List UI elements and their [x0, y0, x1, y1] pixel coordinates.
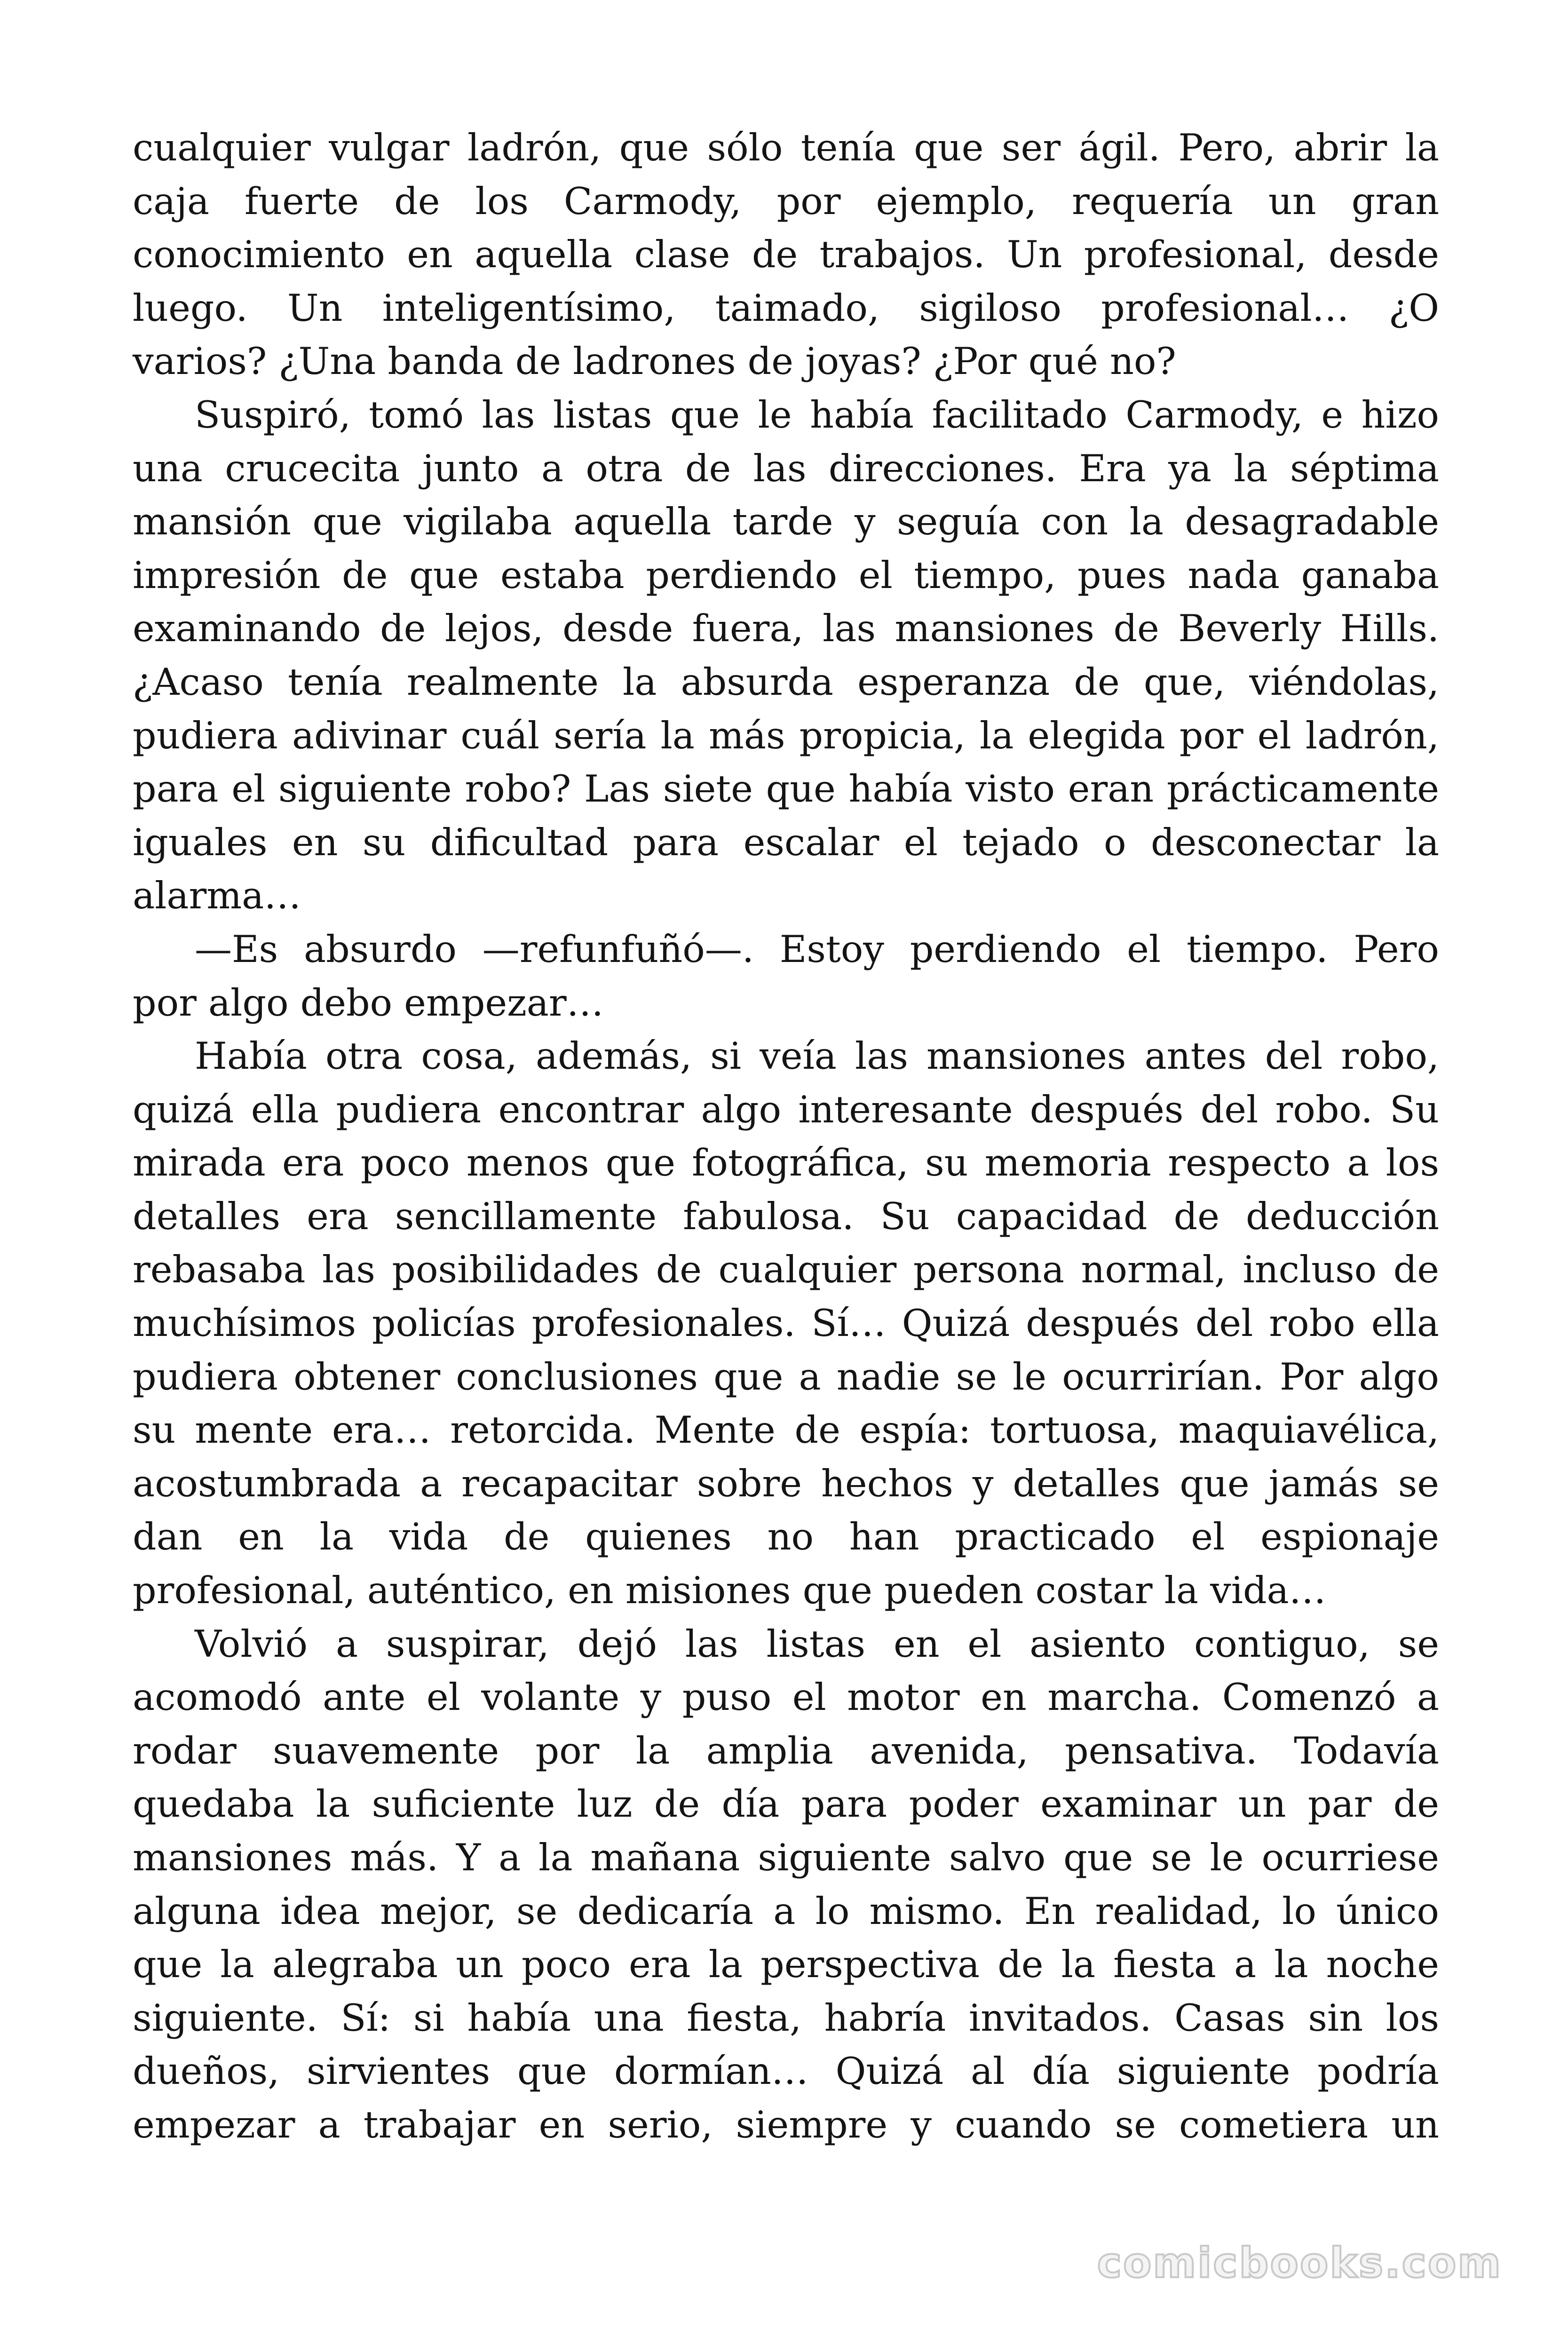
text-line: acomodó ante el volante y puso el motor en marcha. Comenzó a — [133, 1676, 1439, 1719]
text-line: impresión de que estaba perdiendo el tiempo, pues nada ganaba — [133, 553, 1439, 597]
text-line: Suspiró, tomó las listas que le había facilitado Carmody, e hizo — [195, 393, 1439, 437]
text-line: varios? ¿Una banda de ladrones de joyas? ¿Por qué no? — [133, 340, 1176, 383]
text-line: por algo debo empezar… — [133, 981, 604, 1025]
text-line: siguiente. Sí: si había una fiesta, habría invitados. Casas sin los — [133, 1996, 1439, 2040]
text-line: dan en la vida de quienes no han practicado el espionaje — [133, 1515, 1439, 1559]
text-line: mansiones más. Y a la mañana siguiente salvo que se le ocurriese — [133, 1836, 1439, 1879]
text-line: caja fuerte de los Carmody, por ejemplo, requería un gran — [133, 179, 1439, 223]
text-line: quizá ella pudiera encontrar algo interesante después del robo. Su — [133, 1088, 1439, 1131]
text-line: profesional, auténtico, en misiones que pueden costar la vida… — [133, 1569, 1326, 1613]
text-line: muchísimos policías profesionales. Sí… Quizá después del robo ella — [133, 1302, 1439, 1345]
text-line: una crucecita junto a otra de las direcciones. Era ya la séptima — [133, 446, 1439, 490]
text-line: empezar a trabajar en serio, siempre y cuando se cometiera un — [133, 2103, 1439, 2146]
text-line: detalles era sencillamente fabulosa. Su capacidad de deducción — [133, 1194, 1439, 1238]
text-line: rodar suavemente por la amplia avenida, pensativa. Todavía — [133, 1729, 1439, 1772]
paragraph-5 — [133, 1618, 1439, 2152]
text-line: Había otra cosa, además, si veía las mansiones antes del robo, — [195, 1034, 1439, 1078]
text-line: pudiera adivinar cuál sería la más propicia, la elegida por el ladrón, — [133, 714, 1439, 757]
text-line: acostumbrada a recapacitar sobre hechos y detalles que jamás se — [133, 1462, 1439, 1505]
paragraph-1 — [133, 121, 1439, 389]
text-line: iguales en su dificultad para escalar el tejado o desconectar la — [133, 820, 1439, 864]
text-line: quedaba la suficiente luz de día para poder examinar un par de — [133, 1782, 1439, 1826]
text-line: pudiera obtener conclusiones que a nadie se le ocurrirían. Por algo — [133, 1355, 1439, 1398]
text-line: mansión que vigilaba aquella tarde y seguía con la desagradable — [133, 500, 1439, 544]
text-line: conocimiento en aquella clase de trabajos. Un profesional, desde — [133, 233, 1439, 277]
text-line: —Es absurdo —refunfuñó—. Estoy perdiendo el tiempo. Pero — [195, 927, 1439, 971]
text-line: luego. Un inteligentísimo, taimado, sigiloso profesional… ¿O — [133, 286, 1439, 330]
text-line: mirada era poco menos que fotográfica, su memoria respecto a los — [133, 1141, 1439, 1185]
text-line: dueños, sirvientes que dormían… Quizá al día siguiente podría — [133, 2050, 1439, 2093]
watermark-logo: comicbooks.com — [1097, 2239, 1502, 2287]
text-line: cualquier vulgar ladrón, que sólo tenía que ser ágil. Pero, abrir la — [133, 126, 1439, 169]
paragraph-4 — [133, 1030, 1439, 1618]
text-line: su mente era… retorcida. Mente de espía: tortuosa, maquiavélica, — [133, 1408, 1439, 1452]
page-body — [133, 121, 1439, 2285]
paragraph-3 — [133, 923, 1439, 1030]
text-line: alarma… — [133, 874, 301, 918]
text-line: para el siguiente robo? Las siete que había visto eran prácticamente — [133, 767, 1439, 811]
text-line: que la alegraba un poco era la perspectiva de la fiesta a la noche — [133, 1943, 1439, 1986]
text-line: alguna idea mejor, se dedicaría a lo mismo. En realidad, lo único — [133, 1889, 1439, 1933]
text-line: Volvió a suspirar, dejó las listas en el asiento contiguo, se — [195, 1622, 1439, 1666]
text-line: ¿Acaso tenía realmente la absurda esperanza de que, viéndolas, — [133, 660, 1439, 704]
text-line: rebasaba las posibilidades de cualquier persona normal, incluso de — [133, 1248, 1439, 1292]
paragraph-2 — [133, 389, 1439, 923]
text-line: examinando de lejos, desde fuera, las mansiones de Beverly Hills. — [133, 607, 1439, 651]
